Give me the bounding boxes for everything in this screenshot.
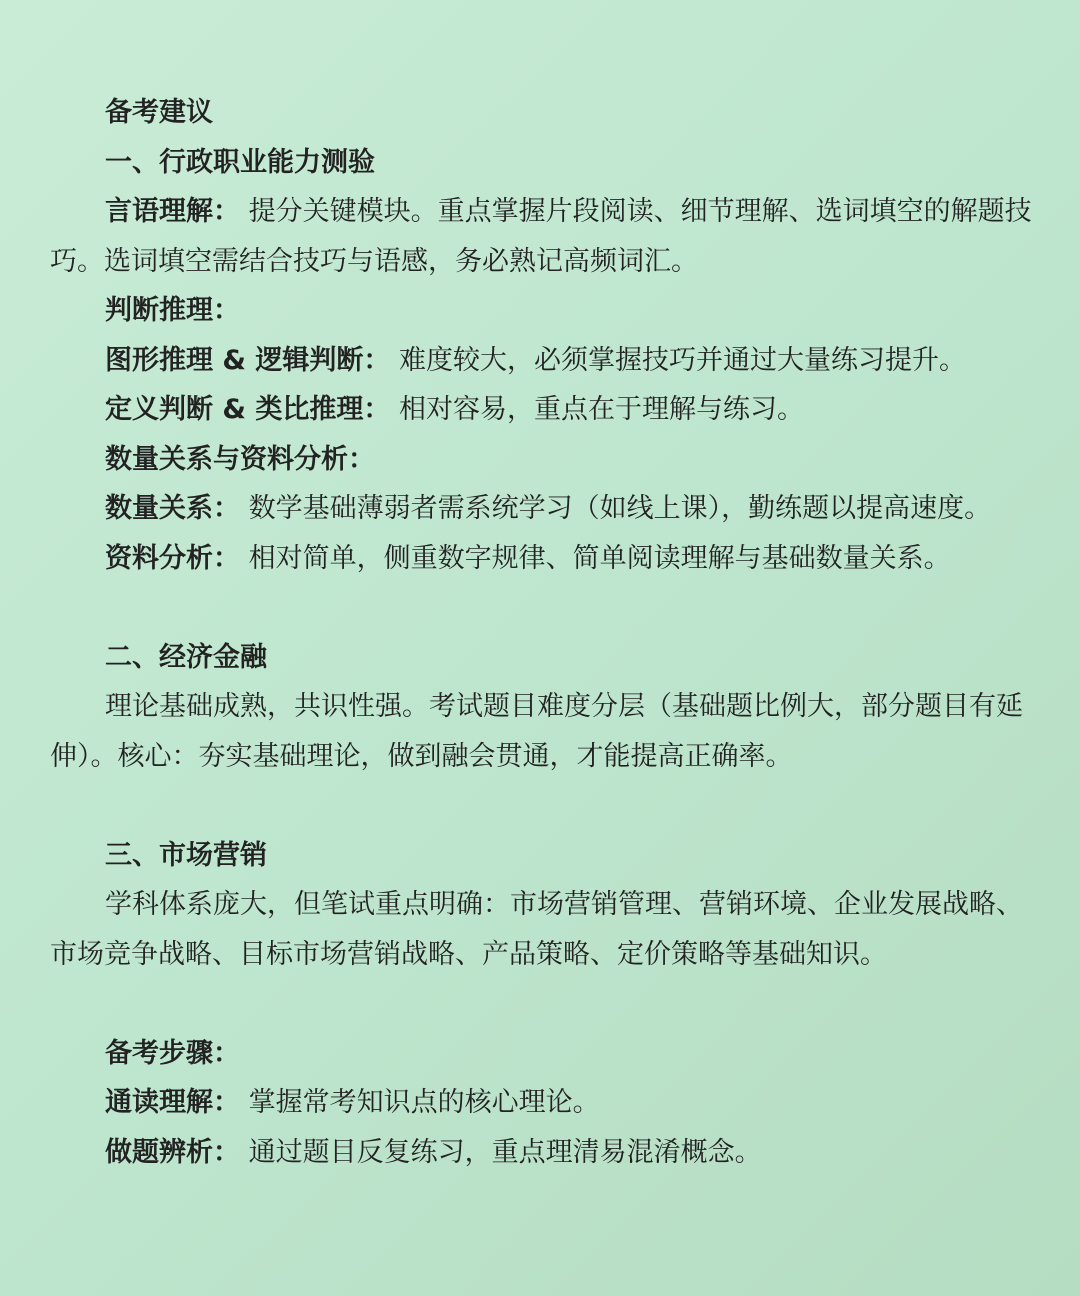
- step2-line: [50, 1128, 1035, 1178]
- main-heading: 备考建议: [105, 97, 213, 128]
- step2-text: 通过题目反复练习，重点理清易混淆概念。: [248, 1136, 762, 1168]
- step1-label: 通读理解：: [105, 1087, 240, 1118]
- spacer: [50, 583, 1035, 633]
- section1-title: 一、行政职业能力测验: [105, 146, 375, 178]
- spacer: [50, 979, 1035, 1029]
- steps-title: 备考步骤：: [105, 1037, 240, 1069]
- shuliang-text: 数学基础薄弱者需系统学习（如线上课），勤练题以提高速度。: [248, 493, 992, 524]
- step2-label: 做题辨析：: [105, 1136, 240, 1168]
- dingyi-text: 相对容易，重点在于理解与练习。: [398, 394, 804, 425]
- dingyi-line: [50, 385, 1035, 435]
- ziliao-line: [50, 534, 1035, 584]
- shuliang-label: 数量关系：: [105, 493, 240, 524]
- section2-paragraph: 理论基础成熟，共识性强。考试题目难度分层（基础题比例大，部分题目有延伸）。核心：夯实基础理论，做到融会贯通，才能提高正确率。: [50, 691, 1023, 772]
- section3-paragraph: 学科体系庞大，但笔试重点明确：市场营销管理、营销环境、企业发展战略、市场竞争战略、目标市场营销战略、产品策略、定价策略等基础知识。: [50, 889, 1023, 970]
- yanyu-text: 提分关键模块。重点掌握片段阅读、细节理解、选词填空的解题技巧。选词填空需结合技巧与语感，务必熟记高频词汇。: [50, 196, 1032, 277]
- tuxing-line: [50, 336, 1035, 386]
- shuliang-line: [50, 484, 1035, 534]
- shuliang-ziliao-label: 数量关系与资料分析：: [105, 443, 375, 475]
- yanyu-label: 言语理解：: [105, 196, 240, 227]
- panduan-label: 判断推理：: [105, 295, 240, 326]
- ziliao-text: 相对简单，侧重数字规律、简单阅读理解与基础数量关系。: [248, 542, 951, 574]
- document-content: [50, 88, 1035, 1177]
- section3-title: 三、市场营销: [105, 839, 267, 871]
- dingyi-label: 定义判断 & 类比推理：: [105, 394, 391, 425]
- step1-text: 掌握常考知识点的核心理论。: [248, 1087, 600, 1118]
- tuxing-label: 图形推理 & 逻辑判断：: [105, 344, 391, 376]
- tuxing-text: 难度较大，必须掌握技巧并通过大量练习提升。: [398, 344, 966, 376]
- spacer: [50, 781, 1035, 831]
- yanyu-paragraph: [50, 187, 1035, 286]
- section2-title: 二、经济金融: [105, 641, 267, 673]
- step1-line: [50, 1078, 1035, 1128]
- ziliao-label: 资料分析：: [105, 542, 240, 574]
